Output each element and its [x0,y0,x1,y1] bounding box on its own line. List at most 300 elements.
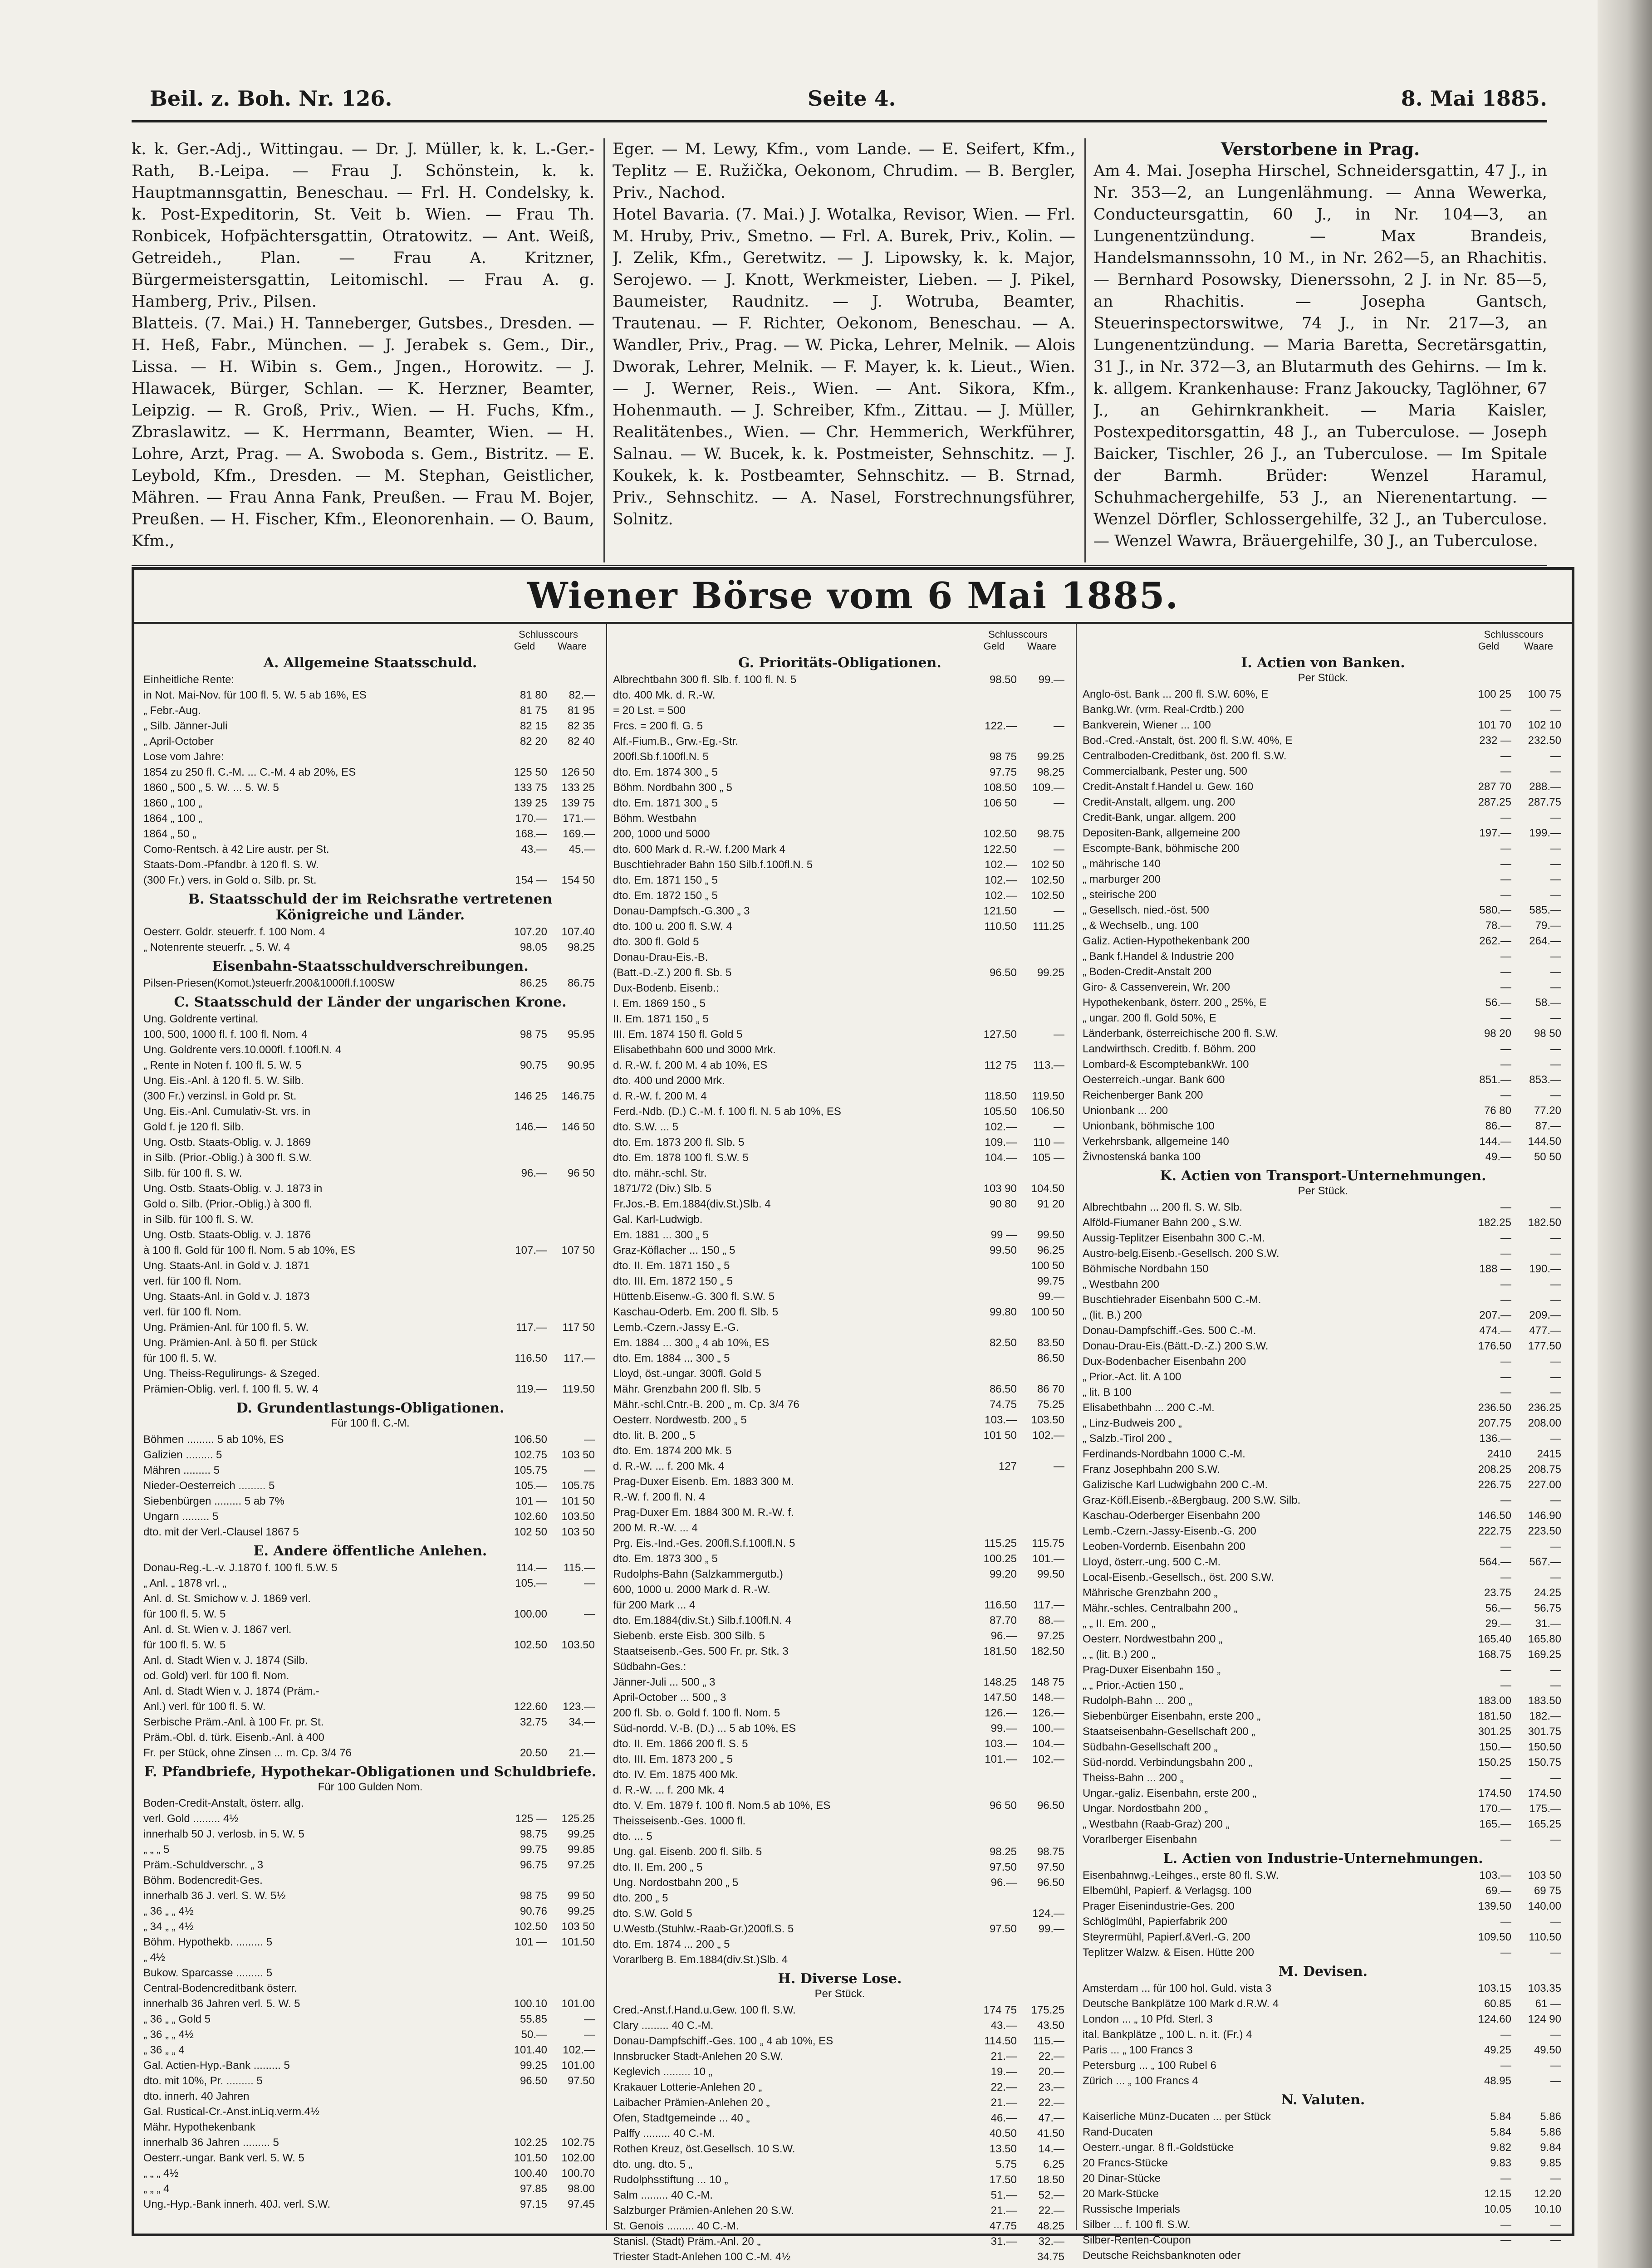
quote-row [613,1258,1067,1273]
security-name: 200 fl. Sb. o. Gold f. 100 fl. Nom. 5 [613,1707,780,1719]
schlusscours-label: Schlusscours [1484,629,1544,640]
waare-value: — [584,2028,595,2041]
quote-row [143,1857,597,1872]
security-name: Rudolphs-Bahn (Salzkammergutb.) [613,1568,783,1580]
geld-value: 287 70 [1478,781,1511,793]
security-name: Oesterr. Nordwestbahn 200 „ [1083,1633,1223,1645]
quote-row [1083,2217,1564,2232]
geld-value: 97.75 [989,766,1017,778]
quote-row [143,1652,597,1668]
security-name: Schlöglmühl, Papierfabrik 200 [1083,1916,1227,1928]
security-name: Donau-Dampfschiff.-Ges. 100 „ 4 ab 10%, ES [613,2035,833,2047]
security-name: Böhmische Nordbahn 150 [1083,1263,1209,1275]
security-name: dto. ung. dto. 5 „ [613,2158,692,2170]
security-name: Präm.-Obl. d. türk. Eisenb.-Anl. à 400 [143,1731,324,1744]
geld-value: 101 50 [983,1429,1017,1442]
section-heading: L. Actien von Industrie-Unternehmungen. [1163,1851,1483,1867]
geld-value: 82.50 [989,1337,1017,1349]
quote-row [1083,1867,1564,1883]
waare-value: 101.— [1032,1553,1064,1565]
geld-value: 176.50 [1478,1340,1511,1352]
geld-value: 96.50 [520,2075,547,2087]
quote-row [613,1844,1067,1859]
security-name: Donau-Reg.-L.-v. J.1870 f. 100 fl. 5.W. 5 [143,1562,338,1574]
waare-value: — [1550,811,1561,824]
security-name: Vorarlberg B. Em.1884(div.St.)Slb. 4 [613,1954,788,1966]
quote-row [143,1637,597,1652]
security-name: 1864 „ 50 „ [143,828,196,840]
security-name: Ungarn ......... 5 [143,1510,219,1523]
waare-value: 22.— [1038,2050,1064,2063]
security-name: Unionbank ... 200 [1083,1105,1168,1117]
geld-value: 121.50 [983,905,1017,917]
security-name: Mähr. Grenzbahn 200 fl. Slb. 5 [613,1383,761,1395]
quote-row [1083,1600,1564,1616]
waare-value: — [1550,1571,1561,1584]
security-name: Mähr. Hypothekenbank [143,2121,255,2133]
security-name: Triester Stadt-Anlehen 100 C.-M. 4½ [613,2251,791,2262]
quote-row [143,1119,597,1134]
quote-row [613,1520,1067,1535]
quote-row [1083,856,1564,871]
security-name: Ungar.-galiz. Eisenbahn, erste 200 „ [1083,1787,1256,1799]
security-name: Länderbank, österreichische 200 fl. S.W. [1083,1027,1278,1040]
header-rule [132,120,1547,122]
geld-value: 118.50 [984,1090,1017,1102]
waare-value: 853.— [1529,1074,1561,1086]
geld-value: 150.— [1479,1741,1511,1753]
waare-value: — [1550,1058,1561,1070]
waare-value: 567.— [1529,1556,1561,1568]
security-name: Teplitzer Walzw. & Eisen. Hütte 200 [1083,1946,1254,1959]
waare-value: 82 35 [567,720,595,732]
security-name: Südbahn-Gesellschaft 200 „ [1083,1741,1218,1753]
security-name: Em. 1884 ... 300 „ 4 ab 10%, ES [613,1337,770,1349]
quote-row [1083,2058,1564,2073]
quote-row [613,857,1067,872]
geld-value: 21.— [990,2097,1017,2109]
waare-value: 177.50 [1528,1340,1561,1352]
quote-row [1083,1708,1564,1724]
security-name: Silb. für 100 fl. S. W. [143,1167,242,1179]
quote-row [1083,1569,1564,1585]
waare-value: 106.50 [1031,1105,1064,1118]
quote-row [1083,1118,1564,1134]
geld-value: 55.85 [520,2013,547,2025]
waare-value: 182.50 [1528,1217,1561,1229]
security-name: Elbemühl, Papierf. & Verlagsg. 100 [1083,1885,1252,1897]
guests-text-3: Eger. — M. Lewy, Kfm., vom Lande. — E. Seifert, Kfm., Teplitz — E. Ružička, Oekonom, Chrudim. — B. Bergler, Priv., Nachod. [613,140,1075,202]
security-name: Gal. Karl-Ludwigb. [613,1213,703,1226]
section-heading: I. Actien von Banken. [1241,655,1405,671]
security-name: Galizien ......... 5 [143,1449,222,1461]
quote-row [613,1828,1067,1844]
section-heading: K. Actien von Transport-Unternehmungen. [1160,1168,1486,1184]
waare-value: 183.50 [1528,1695,1561,1707]
geld-value: 5.84 [1490,2111,1511,2123]
quote-row [613,1412,1067,1427]
quote-row [613,1613,1067,1628]
waare-value: 99.85 [567,1843,595,1856]
quote-row [143,1026,597,1042]
security-name: „ marburger 200 [1083,873,1161,885]
geld-value: 188 — [1479,1263,1511,1275]
geld-value: — [1500,1232,1511,1244]
geld-value: 101 — [515,1936,547,1948]
quote-row [143,1996,597,2011]
quote-row [143,1104,597,1119]
security-name: Ung. Ostb. Staats-Oblig. v. J. 1873 in [143,1183,323,1195]
quote-row [143,1493,597,1509]
quote-row [1083,1585,1564,1600]
security-name: dto. 300 fl. Gold 5 [613,936,699,948]
quote-row [613,672,1067,687]
geld-value: 105.— [515,1480,547,1492]
waare-value: — [584,1577,595,1589]
quote-row [143,1745,597,1760]
security-name: dto. Em. 1873 200 fl. Slb. 5 [613,1136,745,1149]
quote-row [1083,1261,1564,1276]
quote-row [613,2002,1067,2018]
quote-row [143,764,597,780]
geld-value: — [1500,750,1511,762]
quote-row [1083,1041,1564,1056]
section-heading: E. Andere öffentliche Anlehen. [253,1543,487,1559]
quote-row [143,1826,597,1842]
waare-value: 144.50 [1528,1135,1561,1148]
quote-row [143,1273,597,1289]
security-name: Boden-Credit-Anstalt, österr. allg. [143,1797,304,1809]
security-name: „ „ (lit. B.) 200 „ [1083,1648,1156,1661]
security-name: Ung. Ostb. Staats-Oblig. v. J. 1876 [143,1229,311,1241]
security-name: Como-Rentsch. à 42 Lire austr. per St. [143,843,329,855]
waare-value: 96.25 [1037,1244,1064,1256]
waare-value: 43.50 [1037,2019,1064,2032]
geld-value: 103.— [985,1738,1017,1750]
geld-value: 183.00 [1478,1695,1511,1707]
geld-value: 117.— [516,1321,547,1334]
quote-row [613,1798,1067,1813]
quote-row [143,2165,597,2181]
quote-row [143,872,597,888]
geld-value: 114.— [516,1562,547,1574]
geld-value: 101.50 [514,2152,547,2164]
quote-row [143,1432,597,1447]
security-name: Innsbrucker Stadt-Anlehen 20 S.W. [613,2050,783,2063]
geld-value: 116.50 [515,1352,547,1364]
geld-value: 181.50 [983,1645,1017,1657]
guests-text-1: k. k. Ger.-Adj., Wittingau. — Dr. J. Müller, k. k. L.-Ger.-Rath, B.-Leipa. — Frau J. Schönstein, k. k. Hauptmannsgattin, Beneschau. — Frl. H. Condelsky, k. k. Post-Expeditorin, St. Veit b. Wien. — Frau Th. Ronbicek, Hofpächtersgattin, Otratowitz. — Ant. Weiß, Getreideh., Plan. — Frau A. Kritzner, Bürgermeistersgattin, Leitomischl. — Frau A. g. Hamberg, Priv., Pilsen. [132,140,594,311]
security-name: dto. 400 und 2000 Mrk. [613,1075,725,1087]
security-name: Nieder-Oesterreich ......... 5 [143,1480,275,1492]
waare-value: 75.25 [1037,1398,1064,1411]
geld-value: 125 — [515,1813,547,1825]
waare-value: 98.25 [1037,766,1064,778]
geld-value: 60.85 [1484,1998,1511,2010]
security-name: dto. Em. 1874 200 Mk. 5 [613,1445,732,1457]
quote-row [613,1150,1067,1165]
geld-value: 102 50 [514,1526,547,1538]
waare-value: 150.75 [1528,1756,1561,1769]
quote-row [613,1813,1067,1828]
security-name: verl. Gold ......... 4½ [143,1813,239,1825]
waare-value: — [1550,858,1561,870]
geld-value: 287.25 [1478,796,1511,808]
quote-row [143,1258,597,1273]
security-name: Staatseisenb.-Ges. 500 Fr. pr. Stk. 3 [613,1645,789,1657]
geld-value: 99.25 [520,2059,547,2072]
security-name: (300 Fr.) vers. in Gold o. Silb. pr. St. [143,874,317,886]
security-name: Deutsche Reichsbanknoten oder [1083,2249,1241,2262]
geld-value: 165.— [1479,1818,1511,1830]
waare-value: 34.75 [1037,2251,1064,2262]
quote-row [143,1196,597,1212]
quote-row [613,949,1067,965]
waare-value: 100 50 [1031,1306,1064,1318]
security-name: Laibacher Prämien-Anlehen 20 „ [613,2097,770,2109]
waare-value: — [1550,704,1561,716]
waare-value: — [1054,720,1064,732]
quote-row [1083,2155,1564,2170]
quote-row [613,2126,1067,2141]
security-name: ital. Bankplätze „ 100 L. n. it. (Fr.) 4 [1083,2028,1252,2041]
security-name: Ung. Prämien-Anl. à 50 fl. per Stück [143,1337,317,1349]
quote-row [1083,1770,1564,1785]
security-name: Böhm. Westbahn [613,812,696,825]
waare-value: 88.— [1038,1614,1064,1627]
security-name: Ofen, Stadtgemeinde ... 40 „ [613,2112,750,2124]
quote-row [613,2018,1067,2033]
geld-value: 78.— [1485,919,1511,932]
security-name: Rothen Kreuz, öst.Gesellsch. 10 S.W. [613,2143,795,2155]
security-name: R.-W. f. 200 fl. N. 4 [613,1491,705,1503]
geld-value: 46.— [990,2112,1017,2124]
waare-value: 190.— [1529,1263,1561,1275]
security-name: Deutsche Bankplätze 100 Mark d.R.W. 4 [1083,1998,1279,2010]
security-name: dto. 100 u. 200 fl. S.W. 4 [613,920,732,933]
section-heading: M. Devisen. [1278,1964,1368,1980]
security-name: „ Salzb.-Tirol 200 „ [1083,1432,1172,1445]
quote-row [613,2156,1067,2172]
quote-row [143,924,597,939]
security-name: dto. II. Em. 1866 200 fl. S. 5 [613,1738,748,1750]
geld-value: 207.75 [1478,1417,1511,1429]
security-name: III. Em. 1874 150 fl. Gold 5 [613,1028,743,1041]
waare-value: — [1550,2059,1561,2072]
quote-row [1083,1056,1564,1072]
waare-value: — [1550,1278,1561,1290]
security-name: Lose vom Jahre: [143,751,224,763]
waare-value: 81 95 [567,704,595,717]
security-name: Salm ......... 40 C.-M. [613,2189,713,2201]
security-name: d. R.-W. ... f. 200 Mk. 4 [613,1784,725,1796]
security-name: dto. II. Em. 200 „ 5 [613,1861,703,1873]
waare-value: 101 50 [561,1495,595,1507]
quote-row [1083,1149,1564,1164]
security-name: Siebenbürger Eisenbahn, erste 200 „ [1083,1710,1261,1722]
geld-value: 301.25 [1478,1725,1511,1738]
waare-value: — [1550,1371,1561,1383]
geld-value: 81 80 [520,689,547,701]
security-name: St. Genois ......... 40 C.-M. [613,2220,739,2232]
column-line [606,624,607,2230]
column-line [1076,624,1077,2230]
security-name: Graz-Köfl.Eisenb.-&Bergbaug. 200 S.W. Silb. [1083,1494,1301,1506]
waare-value: 103.50 [561,1510,595,1523]
quote-row [613,1397,1067,1412]
quote-row [143,672,597,687]
geld-value: 31.— [990,2235,1017,2248]
geld-value: 106.50 [514,1433,547,1446]
security-name: Rudolphsstiftung ... 10 „ [613,2174,728,2186]
quote-row [143,1165,597,1181]
quote-row [143,1965,597,1980]
security-name: dto. ... 5 [613,1830,652,1843]
waare-value: 97.25 [1037,1630,1064,1642]
geld-value: — [1500,2234,1511,2246]
waare-value: — [1550,873,1561,885]
geld-value: 56.— [1485,1602,1511,1614]
geld-value: 197.— [1479,827,1511,839]
geld-value: 90.76 [520,1905,547,1917]
waare-value: — [1550,1946,1561,1959]
waare-value: — [1054,1460,1064,1472]
geld-value: 116.50 [984,1599,1017,1611]
waare-value: 264.— [1529,935,1561,947]
quote-row [1083,1010,1564,1026]
quote-row [613,1643,1067,1659]
quote-row [613,1196,1067,1212]
security-name: Böhm. Hypothekb. ......... 5 [143,1936,273,1948]
security-name: Staatseisenbahn-Gesellschaft 200 „ [1083,1725,1255,1738]
quote-row [613,1551,1067,1566]
security-name: U.Westb.(Stuhlw.-Raab-Gr.)200fl.S. 5 [613,1923,794,1935]
security-name: Silber ... f. 100 fl. S.W. [1083,2219,1191,2231]
security-name: dto. III. Em. 1873 200 „ 5 [613,1753,733,1765]
security-name: Silber-Renten-Coupon [1083,2234,1191,2246]
geld-value: 122.50 [983,843,1017,855]
security-name: Fr. per Stück, ohne Zinsen ... m. Cp. 3/4 76 [143,1747,352,1759]
geld-value: 147.50 [983,1691,1017,1704]
security-name: „ April-October [143,735,214,748]
quote-row [1083,1677,1564,1693]
quote-row [613,1875,1067,1890]
waare-value: 199.— [1529,827,1561,839]
quote-row [143,1699,597,1714]
quote-row [143,1242,597,1258]
security-name: Elisabethbahn 600 und 3000 Mrk. [613,1044,776,1056]
security-name: Lemb.-Czern.-Jassy E.-G. [613,1321,739,1334]
geld-value: 100.25 [983,1553,1017,1565]
geld-value: 104.— [985,1152,1017,1164]
waare-value: 102 50 [1031,859,1064,871]
waare-value: 107 50 [561,1244,595,1256]
quote-row [1083,1026,1564,1041]
security-name: Ung. Staats-Anl. in Gold v. J. 1873 [143,1290,310,1303]
security-name: Albrechtbahn 300 fl. Slb. f. 100 fl. N. 5 [613,674,797,686]
geld-value: — [1500,858,1511,870]
security-name: Böhm. Nordbahn 300 „ 5 [613,782,732,794]
quote-row [613,718,1067,733]
geld-label: Geld [983,640,1005,652]
quote-row [613,1304,1067,1320]
security-name: in Not. Mai-Nov. für 100 fl. 5. W. 5 ab 16%, ES [143,689,367,701]
waare-value: — [584,1433,595,1446]
security-name: Živnostenská banka 100 [1083,1151,1201,1163]
waare-value: — [1550,1679,1561,1691]
security-name: dto. 400 Mk. d. R.-W. [613,689,716,701]
quote-row [1083,1739,1564,1755]
waare-value: 2415 [1537,1448,1561,1460]
security-name: London ... „ 10 Pfd. Sterl. 3 [1083,2013,1213,2025]
quote-row [1083,918,1564,933]
quote-row [613,2110,1067,2126]
security-name: Palffy ......... 40 C.-M. [613,2127,715,2140]
security-name: Galiz. Actien-Hypothekenbank 200 [1083,935,1250,947]
waare-value: 111.25 [1033,920,1064,933]
quote-row [613,1566,1067,1582]
security-name: dto. Em. 1874 ... 200 „ 5 [613,1938,730,1950]
waare-value: 119.50 [562,1383,595,1395]
waare-value: 140.00 [1528,1900,1561,1912]
waare-value: — [584,1608,595,1620]
security-name: Lombard-& EscomptebankWr. 100 [1083,1058,1249,1070]
geld-value: — [1500,1278,1511,1290]
quote-row [613,2048,1067,2064]
waare-value: — [1550,1089,1561,1101]
geld-value: 100.40 [514,2167,547,2180]
geld-value: — [1500,765,1511,777]
waare-value: 117 50 [562,1321,595,1334]
quote-row [613,919,1067,934]
waare-value: 95.95 [567,1028,595,1041]
geld-value: 101 — [515,1495,547,1507]
security-name: Prag-Duxer Eisenb. Em. 1883 300 M. [613,1476,794,1488]
security-name: Depositen-Bank, allgemeine 200 [1083,827,1240,839]
geld-value: — [1500,842,1511,855]
geld-value: 101.40 [514,2044,547,2056]
quote-row [143,1872,597,1888]
quote-row [613,980,1067,996]
security-name: innerhalb 36 J. verl. S. W. 5½ [143,1890,286,1902]
waare-value: 79.— [1535,919,1561,932]
geld-value: — [1500,1058,1511,1070]
quote-row [1083,733,1564,748]
waare-value: 146.75 [561,1090,595,1102]
geld-value: — [1500,966,1511,978]
quote-row [1083,1523,1564,1539]
geld-value: 99.— [990,1722,1017,1735]
waare-value: 82.— [569,689,595,701]
security-name: Alföld-Fiumaner Bahn 200 „ S.W. [1083,1217,1242,1229]
quote-row [143,1903,597,1919]
security-name: Buschtiehrader Eisenbahn 500 C.-M. [1083,1294,1261,1306]
waare-value: 287.75 [1528,796,1561,808]
security-name: Mährische Grenzbahn 200 „ [1083,1587,1218,1599]
quote-row [1083,933,1564,948]
geld-value: 96.— [521,1167,547,1179]
quote-row [1083,2011,1564,2027]
geld-value: 170.— [1479,1803,1511,1815]
security-name: für 200 Mark ... 4 [613,1599,696,1611]
quote-row [1083,748,1564,763]
quote-row [143,1811,597,1826]
geld-value: 48.95 [1484,2075,1511,2087]
quote-row [1083,871,1564,887]
quote-row [613,1751,1067,1767]
quote-row [1083,1461,1564,1477]
section-heading: N. Valuten. [1281,2092,1365,2108]
